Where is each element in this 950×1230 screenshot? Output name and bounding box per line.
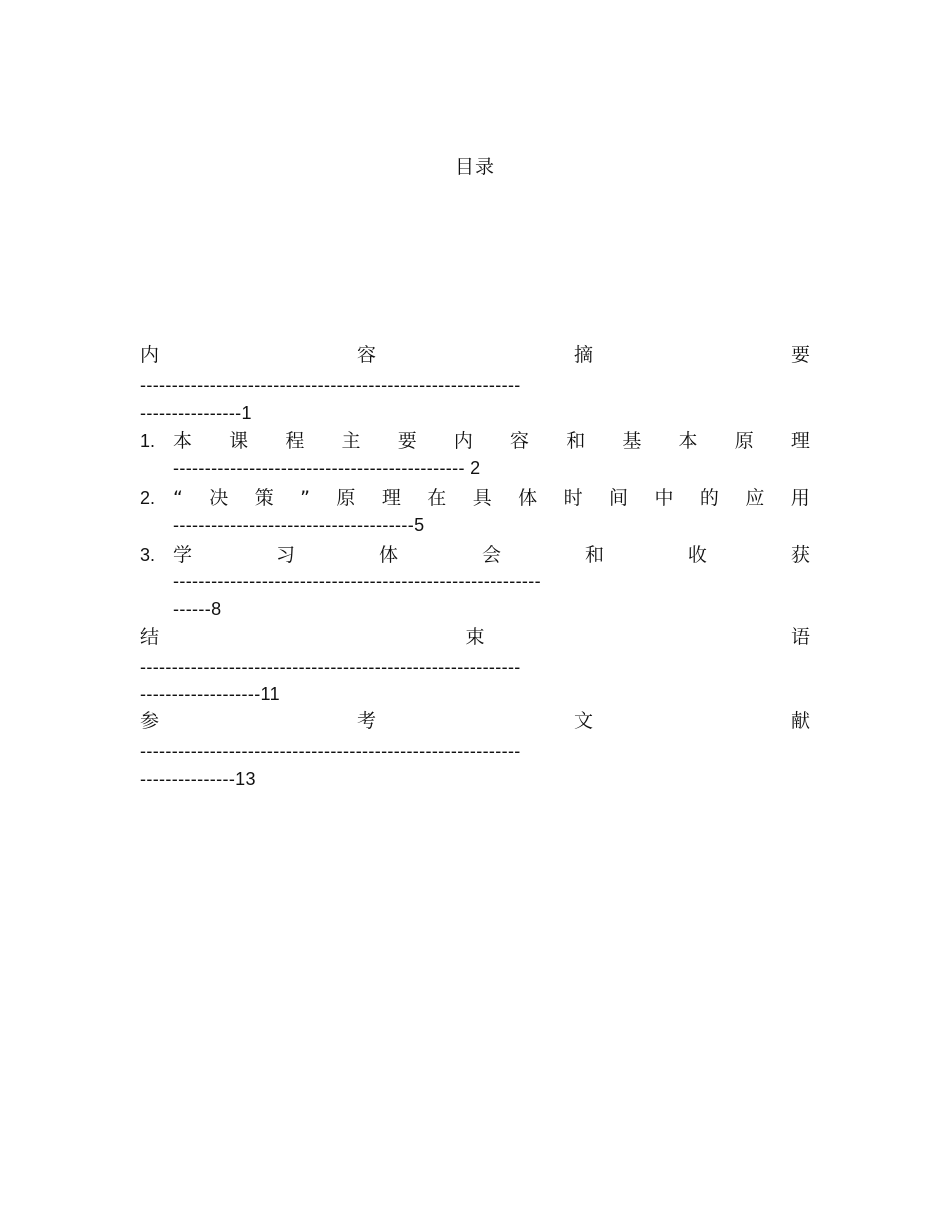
toc-char: 用: [790, 487, 810, 509]
toc-leader: ----------------------------------------------------------: [173, 571, 541, 591]
toc-entry-conclusion[interactable]: [140, 623, 810, 651]
toc-char: 获: [790, 544, 810, 566]
toc-char: 基: [622, 430, 642, 452]
toc-char: 原: [336, 487, 356, 509]
toc-leader-page: ------8: [173, 599, 222, 619]
toc-entry-number: 1.: [140, 431, 156, 451]
toc-char: 束: [465, 626, 485, 648]
page-title: 目录: [454, 156, 495, 178]
toc-char: 体: [378, 544, 398, 566]
toc-char: 决: [209, 487, 229, 509]
toc-char: 中: [654, 487, 674, 509]
toc-char: 和: [566, 430, 586, 452]
toc-char: 文: [573, 710, 593, 732]
toc-leader: ------------------------------------------------------------: [140, 657, 521, 677]
toc-entry-references[interactable]: [140, 707, 810, 735]
toc-leader-page: ----------------1: [140, 403, 252, 423]
toc-entry-number: 2.: [140, 488, 156, 508]
toc-char: 要: [397, 430, 417, 452]
toc-entry-learning-experience[interactable]: [173, 541, 810, 569]
toc-entry-abstract[interactable]: [140, 341, 810, 369]
toc-char: 要: [790, 344, 810, 366]
toc-char: 理: [381, 487, 401, 509]
toc-char: 摘: [573, 344, 593, 366]
toc-char: 时: [563, 487, 583, 509]
toc-leader: ------------------------------------------------------------: [140, 375, 521, 395]
toc-char: 语: [790, 626, 810, 648]
toc-char: 容: [510, 430, 530, 452]
toc-leader-page: ---------------------------------------------- 2: [173, 458, 481, 478]
toc-leader-page: ---------------13: [140, 769, 256, 789]
toc-char: 考: [356, 710, 376, 732]
toc-char: 间: [609, 487, 629, 509]
toc-char: 在: [427, 487, 447, 509]
toc-char: 本: [678, 430, 698, 452]
toc-char: 应: [745, 487, 765, 509]
toc-char: 理: [790, 430, 810, 452]
toc-char: “: [173, 487, 183, 509]
toc-char: 收: [687, 544, 707, 566]
toc-char: 内: [140, 344, 160, 366]
toc-leader-page: -------------------11: [140, 684, 280, 704]
toc-char: 原: [734, 430, 754, 452]
toc-char: 和: [584, 544, 604, 566]
toc-char: 献: [790, 710, 810, 732]
toc-char: 主: [341, 430, 361, 452]
toc-char: 内: [453, 430, 473, 452]
toc-char: 会: [481, 544, 501, 566]
toc-char: 参: [140, 710, 160, 732]
toc-leader-page: --------------------------------------5: [173, 515, 425, 535]
toc-char: 本: [173, 430, 193, 452]
toc-char: 程: [285, 430, 305, 452]
toc-char: 的: [699, 487, 719, 509]
toc-char: 体: [518, 487, 538, 509]
toc-entry-decision-principle[interactable]: [173, 484, 810, 512]
toc-leader: ------------------------------------------------------------: [140, 741, 521, 761]
toc-char: 课: [229, 430, 249, 452]
toc-entry-main-content[interactable]: [173, 427, 810, 455]
toc-char: 具: [472, 487, 492, 509]
toc-entry-number: 3.: [140, 545, 156, 565]
toc-char: 结: [140, 626, 160, 648]
toc-char: ”: [300, 487, 310, 509]
toc-char: 容: [356, 344, 376, 366]
toc-char: 策: [254, 487, 274, 509]
toc-char: 学: [173, 544, 193, 566]
toc-char: 习: [275, 544, 295, 566]
